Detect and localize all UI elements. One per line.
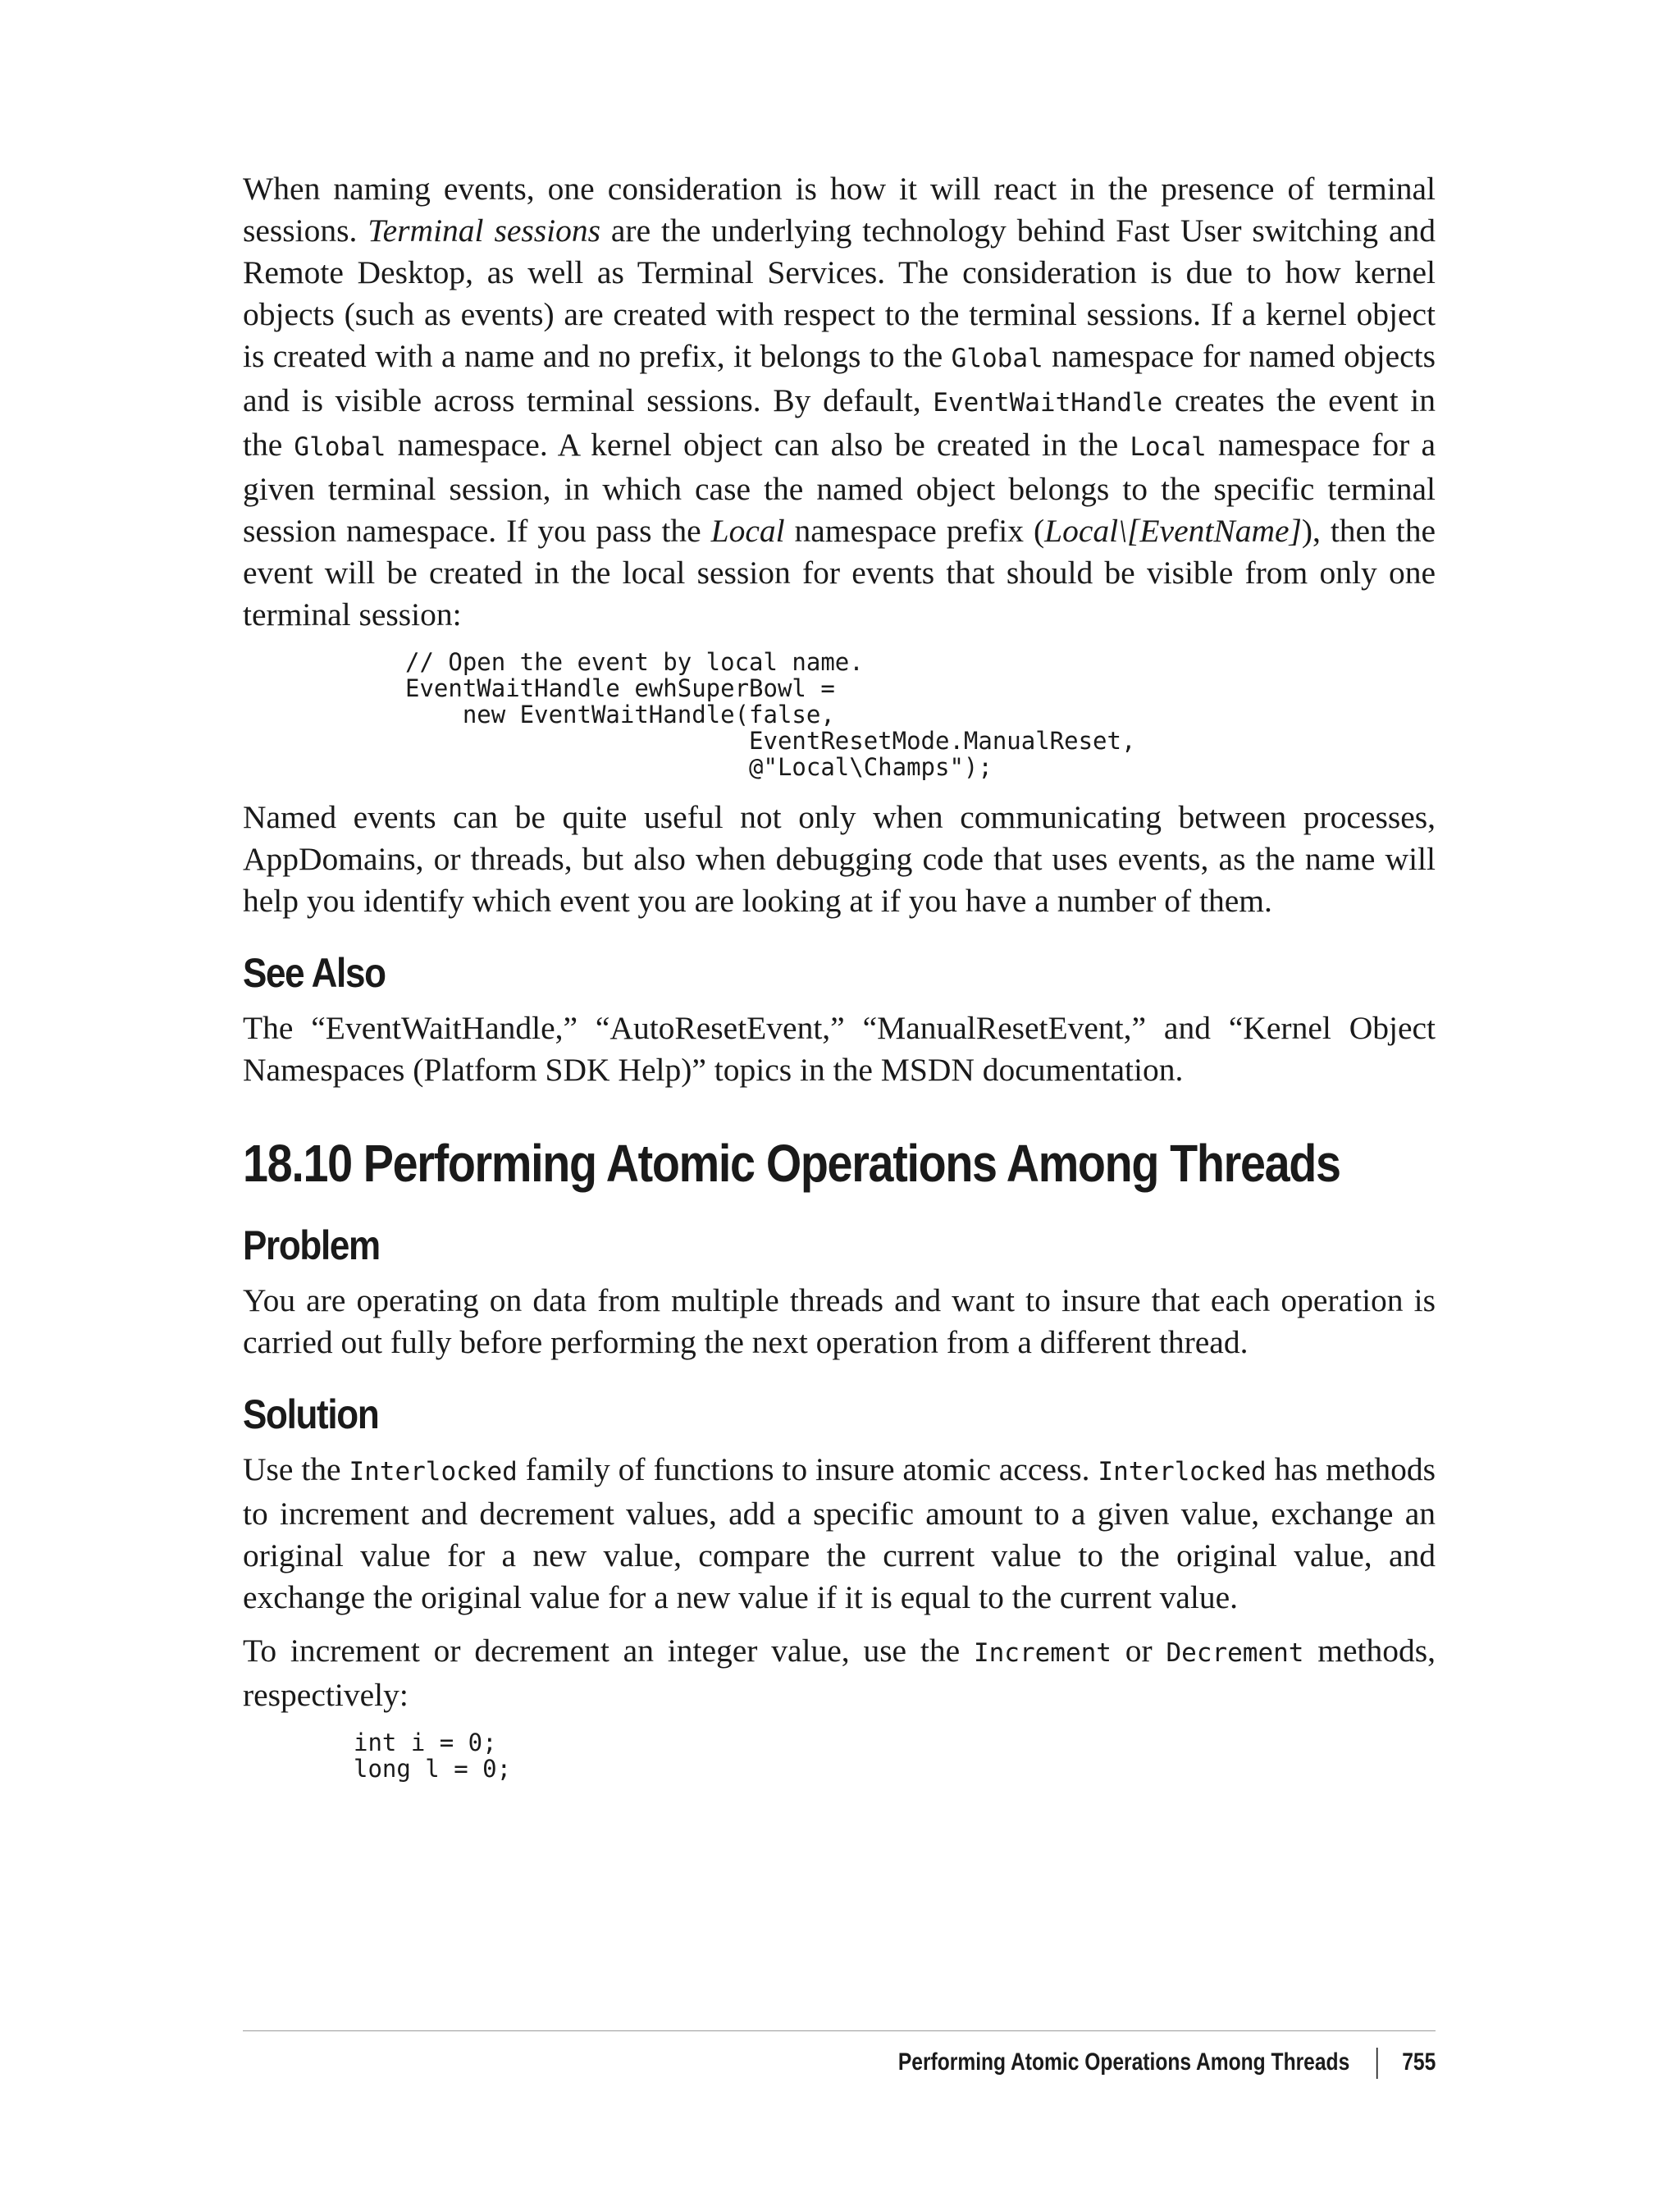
inline-code: Global xyxy=(951,344,1043,373)
footer-chapter-title: Performing Atomic Operations Among Threads xyxy=(897,2048,1349,2076)
text-run: family of functions to insure atomic access. xyxy=(517,1451,1098,1487)
inline-code: Interlocked xyxy=(349,1457,518,1487)
text-run: are the underlying technology behind Fast User switching and Remote Desktop, as well as Terminal Services. The consideration is due to how kernel objects (such as events) are created with respect to the terminal sessions. If a kernel object is created with a name and no prefix, it belongs to the xyxy=(243,212,1436,374)
solution-paragraph-2 xyxy=(243,1630,1436,1716)
page-footer xyxy=(243,2030,1436,2076)
running-footer xyxy=(898,2046,1436,2079)
see-also-paragraph: The “EventWaitHandle,” “AutoResetEvent,” “ManualResetEvent,” and “Kernel Object Namespaces (Platform SDK Help)” topics in the MSDN documentation. xyxy=(243,1010,1436,1088)
text-run: namespace. A kernel object can also be created in the xyxy=(386,427,1130,463)
recipe-title xyxy=(243,1132,1340,1194)
problem-heading: Problem xyxy=(243,1222,380,1268)
inline-code: Decrement xyxy=(1166,1638,1304,1668)
page-body xyxy=(243,168,1436,1782)
solution-heading: Solution xyxy=(243,1391,379,1437)
text-run: To increment or decrement an integer value, use the xyxy=(243,1633,974,1669)
text-run: Use the xyxy=(243,1451,349,1487)
text-run: When naming events, one consideration is how it will react in the presence of terminal sessions. xyxy=(243,171,1436,249)
code-block-int-long: int i = 0; long l = 0; xyxy=(354,1729,512,1783)
text-run: or xyxy=(1111,1633,1166,1669)
inline-code: Increment xyxy=(973,1638,1112,1668)
inline-code: Interlocked xyxy=(1098,1457,1267,1487)
text-run: namespace prefix ( xyxy=(784,513,1045,549)
intro-paragraph xyxy=(243,168,1436,636)
inline-code: EventWaitHandle xyxy=(933,388,1163,418)
see-also-heading: See Also xyxy=(243,950,386,996)
recipe-number: 18.10 xyxy=(243,1134,352,1193)
inline-code: Local xyxy=(1130,432,1207,462)
emphasis-term: Terminal sessions xyxy=(368,212,600,249)
text-run: namespace for a given terminal session, in which case the named object belongs to the specific terminal session namespace. If you pass the xyxy=(243,427,1436,549)
emphasis-term: Local\[EventName] xyxy=(1044,513,1302,549)
footer-separator xyxy=(1376,2048,1378,2079)
text-run: has methods to increment and decrement values, add a specific amount to a given value, exchange an original value for a new value, compare the current value to the original value, and exchange the original value for a new value if it is equal to the current value. xyxy=(243,1451,1436,1615)
emphasis-term: Local xyxy=(710,513,785,549)
page-number: 755 xyxy=(1401,2048,1436,2076)
problem-paragraph: You are operating on data from multiple threads and want to insure that each operation is carried out fully before performing the next operation from a different thread. xyxy=(243,1282,1436,1360)
recipe-title-text: Performing Atomic Operations Among Threads xyxy=(363,1134,1340,1193)
text-run: creates the event in the xyxy=(243,382,1436,463)
text-run: ), then the event will be created in the local session for events that should be visible from only one terminal session: xyxy=(243,513,1436,633)
named-events-paragraph: Named events can be quite useful not only when communicating between processes, AppDomains, or threads, but also when debugging code that uses events, as the name will help you identify which event you are looking at if you have a number of them. xyxy=(243,799,1436,919)
code-block-open-event: // Open the event by local name. EventWaitHandle ewhSuperBowl = new EventWaitHandle(false, EventResetMode.ManualReset, @"Local\Champs"); xyxy=(405,648,1136,781)
solution-paragraph-1 xyxy=(243,1449,1436,1619)
text-run: methods, respectively: xyxy=(243,1633,1436,1713)
text-run: namespace for named objects and is visible across terminal sessions. By default, xyxy=(243,338,1436,418)
inline-code: Global xyxy=(294,432,386,462)
